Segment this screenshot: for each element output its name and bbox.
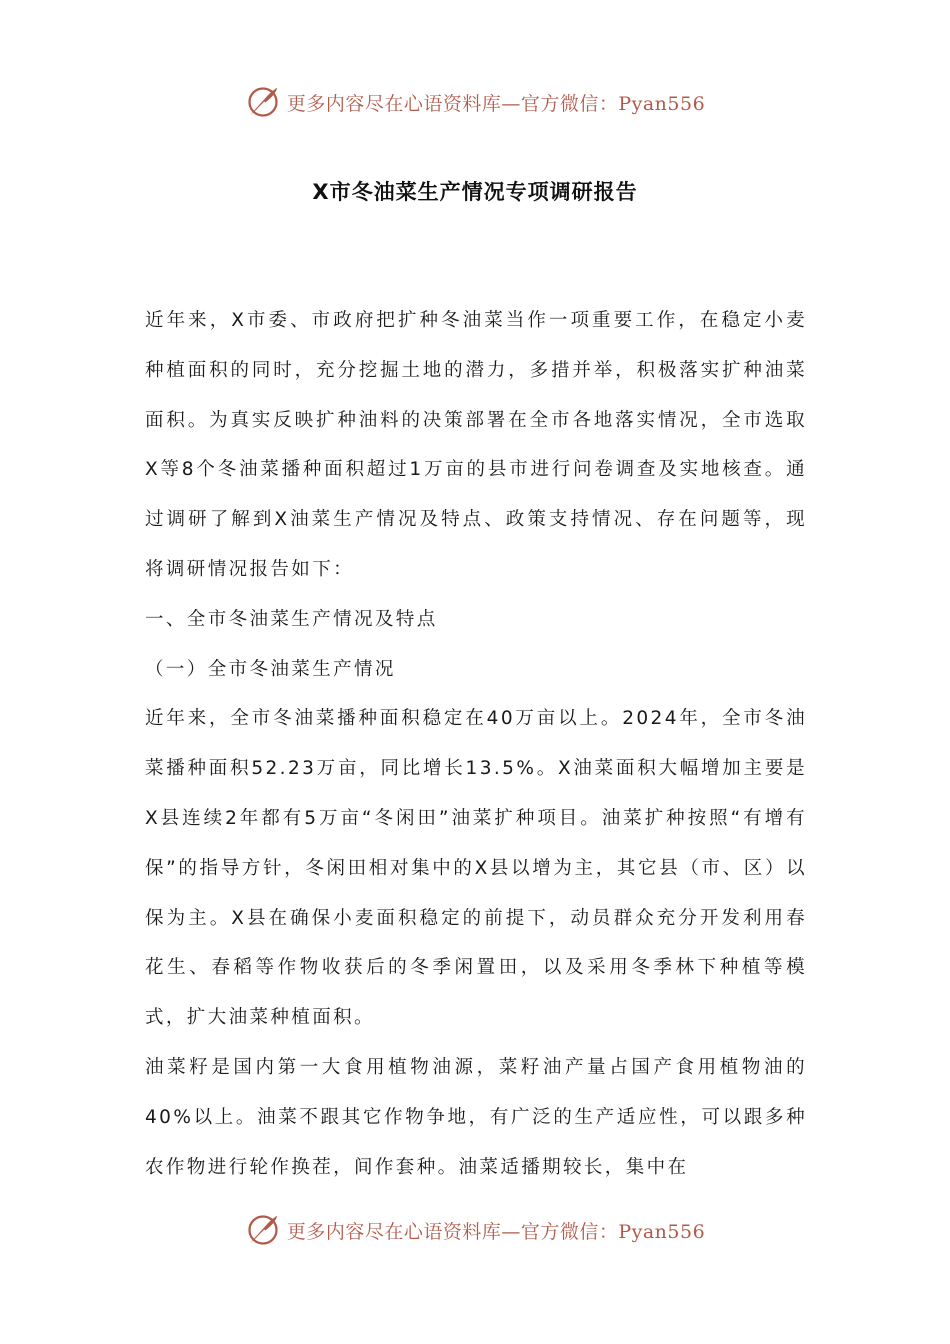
section-heading-1: 一、全市冬油菜生产情况及特点 xyxy=(145,608,438,630)
paragraph-rapeseed: 油菜籽是国内第一大食用植物油源，菜籽油产量占国产食用植物油的40%以上。油菜不跟其它作物争地，有广泛的生产适应性，可以跟多种农作物进行轮作换茬，间作套种。油菜适播期较长，集中在 xyxy=(145,1056,807,1178)
watermark-text: 更多内容尽在心语资料库—官方微信：Pyan556 xyxy=(286,92,706,115)
paragraph-intro: 近年来，X市委、市政府把扩种冬油菜当作一项重要工作，在稳定小麦种植面积的同时，充分挖掘土地的潜力，多措并举，积极落实扩种油菜面积。为真实反映扩种油料的决策部署在全市各地落实情况，全市选取X等8个冬油菜播种面积超过1万亩的县市进行问卷调查及实地核查。通过调研了解到X油菜生产情况及特点、政策支持情况、存在问题等，现将调研情况报告如下： xyxy=(145,310,807,580)
document-body xyxy=(145,296,807,1192)
paragraph-production: 近年来，全市冬油菜播种面积稳定在40万亩以上。2024年，全市冬油菜播种面积52.23万亩，同比增长13.5%。X油菜面积大幅增加主要是X县连续2年都有5万亩“冬闲田”油菜扩种项目。油菜扩种按照“有增有保”的指导方针，冬闲田相对集中的X县以增为主，其它县（市、区）以保为主。X县在确保小麦面积稳定的前提下，动员群众充分开发利用春花生、春稻等作物收获后的冬季闲置田，以及采用冬季林下种植等模式，扩大油菜种植面积。 xyxy=(145,708,807,1029)
document-title: X市冬油菜生产情况专项调研报告 xyxy=(312,180,638,204)
quill-logo-icon xyxy=(245,84,281,120)
watermark-text: 更多内容尽在心语资料库—官方微信：Pyan556 xyxy=(286,1220,706,1243)
subsection-heading-1: （一）全市冬油菜生产情况 xyxy=(145,658,396,680)
quill-logo-icon xyxy=(245,1212,281,1248)
watermark-footer xyxy=(0,1208,950,1252)
watermark-header xyxy=(0,80,950,124)
